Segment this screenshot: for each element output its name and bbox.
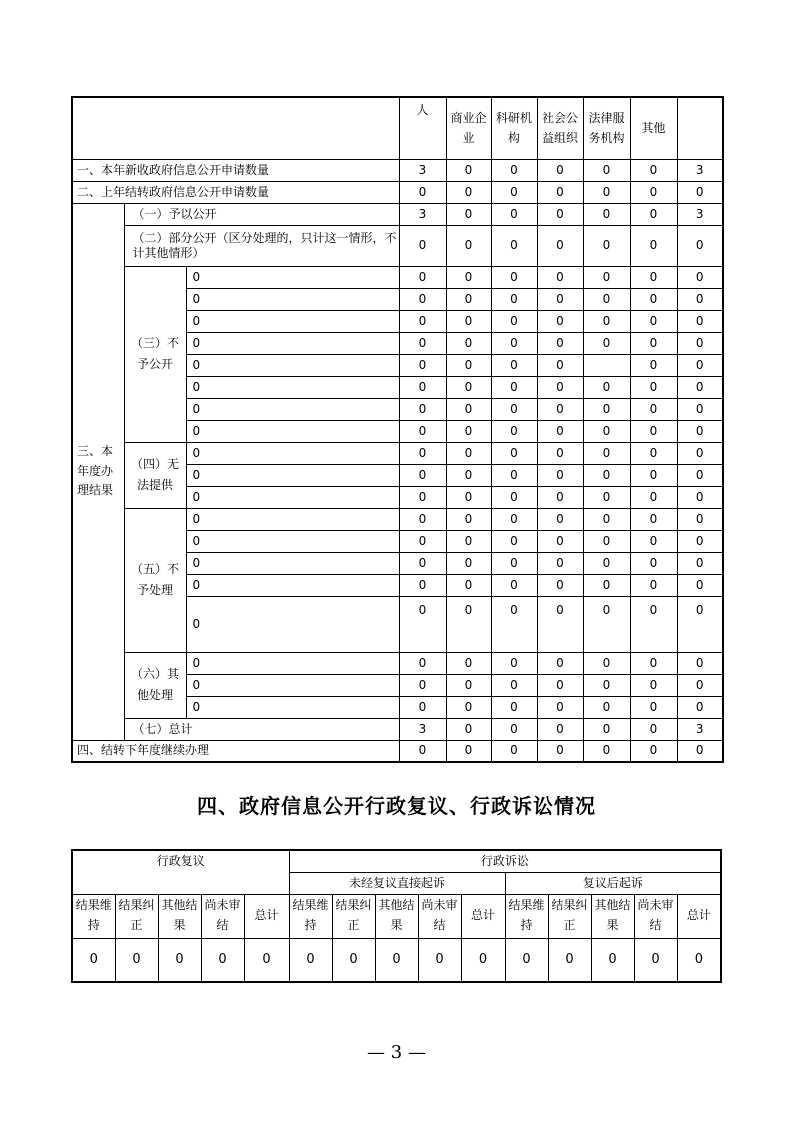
value-cell: 0 xyxy=(491,530,537,552)
value-cell: 0 xyxy=(630,266,677,288)
value-cell: 0 xyxy=(677,354,723,376)
reason-cell: 0 xyxy=(186,376,399,398)
group-label: （三）不予公开 xyxy=(124,266,186,442)
reason-cell: 0 xyxy=(186,464,399,486)
value-cell: 0 xyxy=(446,574,491,596)
value-cell: 0 xyxy=(630,464,677,486)
value-cell: 0 xyxy=(537,652,583,674)
value-cell: 0 xyxy=(399,740,446,762)
table-row xyxy=(72,203,723,225)
reason-cell: 0 xyxy=(186,530,399,552)
value-cell: 0 xyxy=(677,442,723,464)
value-cell: 0 xyxy=(583,288,630,310)
value-cell: 0 xyxy=(399,225,446,266)
value-cell: 0 xyxy=(446,486,491,508)
value-cell: 0 xyxy=(583,696,630,718)
subheader-cell: 结果纠正 xyxy=(332,894,375,938)
value-cell: 0 xyxy=(677,486,723,508)
value-cell: 0 xyxy=(491,420,537,442)
value-cell: 0 xyxy=(630,442,677,464)
value-cell: 0 xyxy=(491,718,537,740)
value-cell: 0 xyxy=(537,464,583,486)
value-cell: 0 xyxy=(677,420,723,442)
value-cell: 0 xyxy=(630,288,677,310)
value-cell: 0 xyxy=(399,596,446,652)
subheader-cell: 总计 xyxy=(461,894,505,938)
review-header: 行政复议 xyxy=(72,850,289,894)
reason-cell: 0 xyxy=(186,420,399,442)
value-cell: 0 xyxy=(491,310,537,332)
value-cell: 0 xyxy=(491,486,537,508)
value-cell: 0 xyxy=(583,740,630,762)
value-cell: 0 xyxy=(399,354,446,376)
value-cell: 0 xyxy=(399,310,446,332)
value-cell: 0 xyxy=(491,354,537,376)
value-cell: 0 xyxy=(446,464,491,486)
value-cell: 0 xyxy=(446,696,491,718)
reason-cell: 0 xyxy=(186,696,399,718)
value-cell: 0 xyxy=(630,574,677,596)
subheader-cell: 尚未审结 xyxy=(201,894,244,938)
value-cell: 0 xyxy=(537,159,583,181)
reason-cell: 0 xyxy=(186,332,399,354)
value-cell: 0 xyxy=(446,398,491,420)
value-cell: 0 xyxy=(583,159,630,181)
value-cell: 0 xyxy=(677,181,723,203)
value-cell: 0 xyxy=(583,310,630,332)
value-cell: 0 xyxy=(537,203,583,225)
value-cell: 0 xyxy=(399,420,446,442)
value-cell: 0 xyxy=(446,552,491,574)
reason-cell: 0 xyxy=(186,596,399,652)
value-cell: 0 xyxy=(537,596,583,652)
value-cell: 0 xyxy=(399,181,446,203)
value-cell: 3 xyxy=(399,203,446,225)
value-cell: 0 xyxy=(446,674,491,696)
subheader-cell: 其他结果 xyxy=(375,894,418,938)
value-cell: 0 xyxy=(491,464,537,486)
value-cell: 0 xyxy=(491,508,537,530)
group-label: （六）其他处理 xyxy=(124,652,186,718)
value-cell: 0 xyxy=(491,332,537,354)
value-cell: 0 xyxy=(446,652,491,674)
value-cell: 0 xyxy=(446,596,491,652)
reason-cell: 0 xyxy=(186,574,399,596)
row-label: （一）予以公开 xyxy=(124,203,399,225)
value-cell: 0 xyxy=(630,530,677,552)
value-cell: 0 xyxy=(332,938,375,982)
value-cell: 0 xyxy=(677,225,723,266)
header-other: 其他 xyxy=(630,97,677,159)
value-cell: 0 xyxy=(677,574,723,596)
value-cell: 0 xyxy=(115,938,158,982)
table-row xyxy=(72,718,723,740)
value-cell: 0 xyxy=(630,310,677,332)
value-cell: 0 xyxy=(537,398,583,420)
value-cell: 3 xyxy=(399,718,446,740)
value-cell: 0 xyxy=(583,718,630,740)
reason-cell: 0 xyxy=(186,310,399,332)
value-cell: 0 xyxy=(201,938,244,982)
value-cell: 0 xyxy=(399,652,446,674)
header-business: 商业企业 xyxy=(446,97,491,159)
value-cell: 0 xyxy=(537,288,583,310)
value-cell: 0 xyxy=(537,420,583,442)
reason-cell: 0 xyxy=(186,354,399,376)
subheader-cell: 尚未审结 xyxy=(418,894,461,938)
value-cell: 0 xyxy=(399,574,446,596)
value-cell: 0 xyxy=(548,938,591,982)
row-label: 一、本年新收政府信息公开申请数量 xyxy=(72,159,399,181)
value-cell: 0 xyxy=(537,508,583,530)
value-cell: 0 xyxy=(583,596,630,652)
value-cell: 0 xyxy=(446,740,491,762)
value-cell: 0 xyxy=(630,354,677,376)
value-cell: 0 xyxy=(399,464,446,486)
subheader-cell: 结果维持 xyxy=(289,894,332,938)
value-cell: 0 xyxy=(418,938,461,982)
value-cell: 0 xyxy=(399,332,446,354)
reason-cell: 0 xyxy=(186,288,399,310)
value-cell: 0 xyxy=(446,354,491,376)
value-cell: 0 xyxy=(677,310,723,332)
value-cell: 0 xyxy=(677,332,723,354)
header-legal-service: 法律服务机构 xyxy=(583,97,630,159)
header-public-welfare: 社会公益组织 xyxy=(537,97,583,159)
value-cell: 0 xyxy=(399,442,446,464)
row-label: （二）部分公开（区分处理的，只计这一情形，不计其他情形） xyxy=(124,225,399,266)
value-cell: 3 xyxy=(677,203,723,225)
litigation-header: 行政诉讼 xyxy=(289,850,721,872)
group-label: （五）不予处理 xyxy=(124,508,186,652)
value-cell: 0 xyxy=(583,203,630,225)
value-cell: 0 xyxy=(399,266,446,288)
value-cell: 0 xyxy=(630,203,677,225)
value-cell: 3 xyxy=(399,159,446,181)
table-row xyxy=(72,181,723,203)
value-cell: 0 xyxy=(446,420,491,442)
value-cell: 0 xyxy=(446,288,491,310)
subheader-cell: 结果维持 xyxy=(505,894,548,938)
value-cell: 0 xyxy=(399,696,446,718)
value-cell: 0 xyxy=(583,266,630,288)
value-cell: 0 xyxy=(583,332,630,354)
reason-cell: 0 xyxy=(186,652,399,674)
value-cell: 0 xyxy=(583,574,630,596)
value-cell: 0 xyxy=(446,376,491,398)
value-cell: 0 xyxy=(677,288,723,310)
value-cell: 0 xyxy=(677,938,721,982)
value-cell: 0 xyxy=(399,508,446,530)
value-cell: 0 xyxy=(630,596,677,652)
value-cell: 0 xyxy=(630,652,677,674)
reason-cell: 0 xyxy=(186,674,399,696)
value-cell: 0 xyxy=(491,696,537,718)
table-row xyxy=(72,159,723,181)
subheader-cell: 结果纠正 xyxy=(548,894,591,938)
value-cell: 0 xyxy=(677,740,723,762)
value-cell: 0 xyxy=(491,574,537,596)
value-cell: 0 xyxy=(537,740,583,762)
value-cell: 0 xyxy=(677,696,723,718)
value-cell: 0 xyxy=(399,674,446,696)
value-cell: 0 xyxy=(677,376,723,398)
value-cell: 0 xyxy=(583,652,630,674)
value-cell: 0 xyxy=(491,398,537,420)
value-cell: 0 xyxy=(583,420,630,442)
value-cell: 0 xyxy=(399,376,446,398)
value-cell: 0 xyxy=(491,376,537,398)
value-cell: 0 xyxy=(491,288,537,310)
table-row xyxy=(72,225,723,266)
value-cell: 0 xyxy=(491,181,537,203)
subheader-cell: 结果纠正 xyxy=(115,894,158,938)
value-cell: 0 xyxy=(537,718,583,740)
value-cell: 0 xyxy=(583,530,630,552)
value-cell: 0 xyxy=(491,674,537,696)
value-cell: 0 xyxy=(537,696,583,718)
value-cell: 0 xyxy=(583,552,630,574)
value-cell: 0 xyxy=(399,398,446,420)
value-cell: 0 xyxy=(630,159,677,181)
value-cell: 3 xyxy=(677,159,723,181)
value-cell: 0 xyxy=(630,420,677,442)
value-cell: 0 xyxy=(537,310,583,332)
value-cell: 0 xyxy=(72,938,115,982)
header-blank-cell xyxy=(72,97,399,159)
value-cell: 0 xyxy=(677,674,723,696)
reason-cell: 0 xyxy=(186,266,399,288)
value-cell: 0 xyxy=(630,740,677,762)
value-cell: 0 xyxy=(537,376,583,398)
group-label: （四）无法提供 xyxy=(124,442,186,508)
value-cell: 0 xyxy=(677,596,723,652)
value-cell: 0 xyxy=(505,938,548,982)
value-cell: 0 xyxy=(491,740,537,762)
value-cell: 0 xyxy=(399,552,446,574)
value-cell: 0 xyxy=(583,508,630,530)
value-cell: 0 xyxy=(537,674,583,696)
value-cell: 0 xyxy=(446,718,491,740)
value-cell: 0 xyxy=(583,181,630,203)
value-cell: 0 xyxy=(491,596,537,652)
value-cell: 0 xyxy=(399,288,446,310)
subheader-cell: 结果维持 xyxy=(72,894,115,938)
value-cell: 0 xyxy=(244,938,289,982)
value-cell: 0 xyxy=(583,225,630,266)
table-row xyxy=(72,442,723,464)
value-cell: 0 xyxy=(446,442,491,464)
section-title: 四、政府信息公开行政复议、行政诉讼情况 xyxy=(197,794,596,818)
value-cell: 0 xyxy=(537,332,583,354)
value-cell: 0 xyxy=(537,442,583,464)
value-cell xyxy=(583,354,630,376)
after-review-header: 复议后起诉 xyxy=(505,872,721,894)
review-litigation-table xyxy=(71,849,722,983)
value-cell: 0 xyxy=(583,674,630,696)
value-cell: 0 xyxy=(630,181,677,203)
value-cell: 0 xyxy=(446,203,491,225)
value-cell: 0 xyxy=(630,696,677,718)
value-cell: 0 xyxy=(677,266,723,288)
value-cell: 0 xyxy=(677,530,723,552)
value-cell: 0 xyxy=(591,938,634,982)
row-label: 二、上年结转政府信息公开申请数量 xyxy=(72,181,399,203)
value-cell: 0 xyxy=(446,530,491,552)
value-cell: 0 xyxy=(446,159,491,181)
value-cell: 0 xyxy=(537,354,583,376)
value-cell: 0 xyxy=(630,552,677,574)
value-cell: 0 xyxy=(677,652,723,674)
reason-cell: 0 xyxy=(186,442,399,464)
value-cell: 0 xyxy=(630,508,677,530)
value-cell: 0 xyxy=(491,159,537,181)
value-cell: 0 xyxy=(446,181,491,203)
value-cell: 0 xyxy=(583,464,630,486)
value-cell: 0 xyxy=(677,464,723,486)
value-cell: 0 xyxy=(491,552,537,574)
value-cell: 0 xyxy=(491,442,537,464)
value-cell: 0 xyxy=(630,398,677,420)
value-cell: 0 xyxy=(461,938,505,982)
value-cell: 0 xyxy=(677,508,723,530)
value-cell: 0 xyxy=(630,376,677,398)
row-label: （七）总计 xyxy=(124,718,399,740)
subheader-cell: 总计 xyxy=(677,894,721,938)
subheader-cell: 其他结果 xyxy=(158,894,201,938)
value-cell: 0 xyxy=(583,376,630,398)
subheader-cell: 尚未审结 xyxy=(634,894,677,938)
header-person: 人 xyxy=(399,97,446,159)
value-cell: 0 xyxy=(446,332,491,354)
table-row xyxy=(72,508,723,530)
value-cell: 0 xyxy=(491,203,537,225)
value-cell: 0 xyxy=(537,552,583,574)
table-row xyxy=(72,740,723,762)
value-cell: 0 xyxy=(634,938,677,982)
value-cell: 0 xyxy=(537,266,583,288)
reason-cell: 0 xyxy=(186,486,399,508)
value-cell: 0 xyxy=(537,574,583,596)
reason-cell: 0 xyxy=(186,508,399,530)
value-cell: 0 xyxy=(446,266,491,288)
value-cell: 0 xyxy=(630,486,677,508)
value-cell: 0 xyxy=(630,332,677,354)
value-cell: 0 xyxy=(289,938,332,982)
value-cell: 0 xyxy=(583,486,630,508)
table-header-row xyxy=(72,97,723,159)
value-cell: 0 xyxy=(583,398,630,420)
value-cell: 0 xyxy=(537,225,583,266)
value-cell: 0 xyxy=(677,398,723,420)
value-cell: 0 xyxy=(537,486,583,508)
page-number: — 3 — xyxy=(367,1042,426,1063)
reason-cell: 0 xyxy=(186,552,399,574)
value-cell: 0 xyxy=(399,486,446,508)
direct-suit-header: 未经复议直接起诉 xyxy=(289,872,505,894)
subheader-cell: 其他结果 xyxy=(591,894,634,938)
application-stats-table xyxy=(71,96,724,763)
reason-cell: 0 xyxy=(186,398,399,420)
value-cell: 0 xyxy=(537,530,583,552)
value-cell: 0 xyxy=(491,652,537,674)
header-research: 科研机构 xyxy=(491,97,537,159)
value-cell: 0 xyxy=(583,442,630,464)
value-cell: 0 xyxy=(537,181,583,203)
value-cell: 0 xyxy=(375,938,418,982)
value-cell: 0 xyxy=(491,266,537,288)
value-cell: 0 xyxy=(491,225,537,266)
value-cell: 0 xyxy=(158,938,201,982)
table-row xyxy=(72,266,723,288)
row-label: 四、结转下年度继续办理 xyxy=(72,740,399,762)
value-cell: 0 xyxy=(446,225,491,266)
subheader-cell: 总计 xyxy=(244,894,289,938)
value-cell: 3 xyxy=(677,718,723,740)
value-cell: 0 xyxy=(630,674,677,696)
value-cell: 0 xyxy=(446,508,491,530)
table-row xyxy=(72,652,723,674)
value-cell: 0 xyxy=(399,530,446,552)
value-cell: 0 xyxy=(630,718,677,740)
value-cell: 0 xyxy=(630,225,677,266)
section3-label: 三、本年度办理结果 xyxy=(72,203,124,740)
header-total xyxy=(677,97,723,159)
value-cell: 0 xyxy=(677,552,723,574)
value-cell: 0 xyxy=(446,310,491,332)
